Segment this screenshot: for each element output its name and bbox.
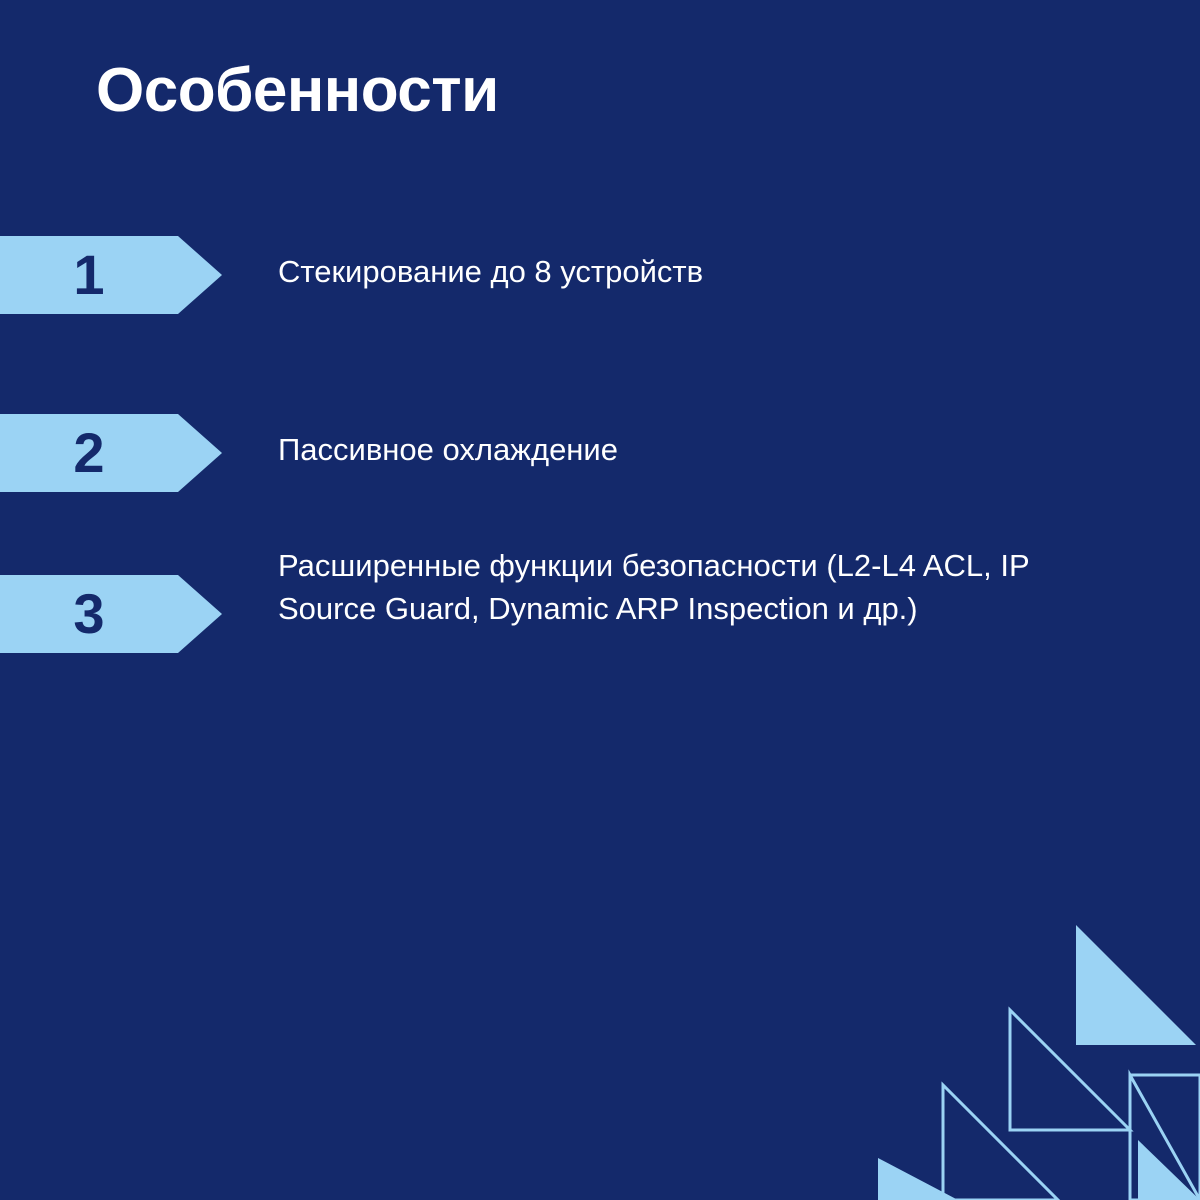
item-number: 1 — [73, 243, 105, 306]
page-title: Особенности — [96, 56, 499, 125]
item-text: Стекирование до 8 устройств — [278, 254, 704, 289]
item-number: 3 — [73, 582, 105, 645]
decorative-triangles — [800, 910, 1200, 1200]
item-text: Пассивное охлаждение — [278, 432, 618, 467]
item-number-badge — [0, 414, 222, 492]
item-number: 2 — [73, 421, 105, 484]
item-number-badge — [0, 575, 222, 653]
item-number-badge — [0, 236, 222, 314]
item-text: Расширенные функции безопасности (L2-L4 ACL, IP Source Guard, Dynamic ARP Inspection и др.) — [278, 548, 1030, 626]
